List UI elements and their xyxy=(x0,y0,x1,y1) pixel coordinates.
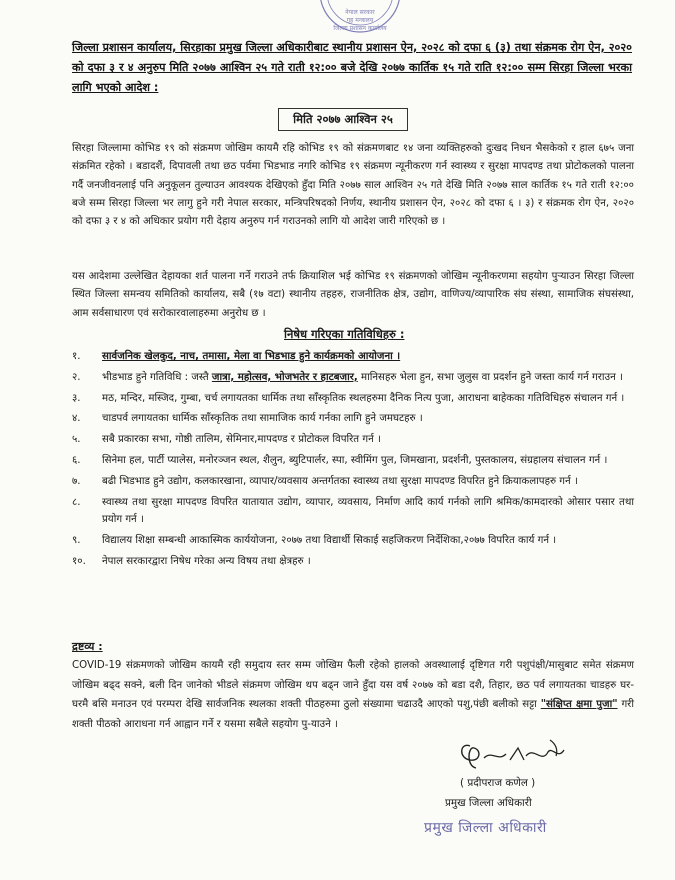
signatory-title: प्रमुख जिल्ला अधिकारी xyxy=(445,797,532,809)
note-paragraph: COVID-19 संक्रमणको जोखिम कायमै रही समुदाय स्तर सम्म जोखिम फैली रहेको हालको अवस्थालाई दृष्टिगत गरी पशुपंक्षी/मासुबाट समेत संक्रमण जोखिम बढ्द सक्ने, बली दिन जानेको भीडले संक्रमण जोखिम थप बढ्न जाने हुँदा यस वर्ष २०७७ को बडा दशै, तिहार, छठ पर्व लगायतका चाडहरु घर-घरमै बसि मनाउन एवं परम्परा देखि सार्वजनिक स्थलका शक्ती पीठहरुमा ठुलो संख्यामा चढाउदै आएको पशु,पंछी बलीको सट्टा "संक्षिप्त क्षमा पुजा" गरी शक्ती पीठको आराधना गर्न आह्वान गर्ने र यसमा सबैले सहयोग पु-याउने । xyxy=(72,660,634,730)
prohibited-activities-list xyxy=(72,348,634,574)
svg-text:नेपाल सरकार: नेपाल सरकार xyxy=(345,9,375,16)
request-paragraph: यस आदेशमा उल्लेखित देहायका शर्त पालना गर्ने गराउने तर्फ क्रियाशिल भई कोभिड १९ संक्रमणको जोखिम न्यूनीकरणमा सहयोग पुर्‍याउन सिरहा जिल्ला स्थित जिल्ला समन्वय समितिको कार्यालय, सबै (१७ वटा) स्थानीय तहहरु, राजनीतिक क्षेत्र, उद्योग, वाणिज्य/व्यापारिक संघ संस्था, सामाजिक संघसंस्था, आम सर्वसाधारण एवं सरोकारवालाहरुमा अनुरोध छ । xyxy=(72,271,634,319)
prohibited-activities-heading: निषेध गरिएका गतिविधिहरु : xyxy=(284,327,405,341)
intro-paragraph: सिरहा जिल्लामा कोभिड १९ को संक्रमण जोखिम कायमै रहि कोभिड १९ को संक्रमणबाट १४ जना व्यक्तिहरुको दुःखद निधन भैसकेको र हाल ६७५ जना संक्रमित रहेको । बडादशैं, दिपावली तथा छठ पर्वमा भिडभाड नगरि कोभिड १९ संक्रमण न्यूनीकरण गर्न स्वास्थ्य र सुरक्षा मापदण्ड तथा प्रोटोकलको पालना गर्दै जनजीवनलाई पनि अनुकूलन तुल्याउन आवश्यक देखिएको हुँदा मिति २०७७ साल आश्विन २५ गते देखि मिति २०७७ साल कार्तिक १५ गते राती १२:०० बजे सम्म सिरहा जिल्ला भर लागु हुने गरी नेपाल सरकार, मन्त्रिपरिषदको निर्णय, स्थानीय प्रशासन ऐन, २०२८ को दफा ६ । ३) र संक्रमक रोग ऐन, २०२० को दफा ३ र ४ को अधिकार प्रयोग गरी देहाय अनुरुप गर्न गराउनको लागि यो आदेश जारी गरिएको छ । xyxy=(72,143,634,228)
order-date: मिति २०७७ आश्विन २५ xyxy=(278,108,408,131)
svg-text:जिल्ला प्रशासन कार्यालय: जिल्ला प्रशासन कार्यालय xyxy=(333,25,387,32)
list-item: ८. स्वास्थ्य तथा सुरक्षा मापदण्ड विपरित यातायात उद्योग, व्यापार, व्यवसाय, निर्माण आदि कार्य गर्नको लागि श्रमिक/कामदारको ओसार पसार तथा प्रयोग गर्न । xyxy=(72,496,634,526)
handwritten-signature xyxy=(440,736,610,772)
list-item: १. सार्वजनिक खेलकुद, नाच, तमासा, मेला वा भिडभाड हुने कार्यक्रमको आयोजना । xyxy=(72,351,401,362)
svg-text:गृह मन्त्रालय: गृह मन्त्रालय xyxy=(346,17,374,24)
list-item: ६. सिनेमा हल, पार्टी प्यालेस, मनोरञ्जन स्थल, शैलुन, ब्युटिपार्लर, स्पा, स्वीमिंग पुल, जिमखाना, प्रदर्शनी, पुस्तकालय, संग्रहालय संचालन गर्न । xyxy=(72,454,608,466)
list-item: ३. मठ, मन्दिर, मस्जिद, गुम्बा, चर्च लगायतका धार्मिक तथा साँस्कृतिक स्थलहरुमा दैनिक नित्य पुजा, आराधना बाहेकका गतिविधिहरु संचालन गर्न । xyxy=(72,392,625,404)
official-seal xyxy=(300,0,420,34)
list-item: १०. नेपाल सरकारद्वारा निषेध गरेका अन्य विषय तथा क्षेत्रहरु । xyxy=(72,555,311,567)
list-item: ४. चाडपर्व लगायतका धार्मिक साँस्कृतिक तथा सामाजिक कार्य गर्नका लागि हुने जमघटहरु । xyxy=(72,413,423,425)
list-item: ५. सबै प्रकारका सभा, गोष्ठी तालिम, सेमिनार,मापदण्ड र प्रोटोकल विपरित गर्न । xyxy=(72,434,381,446)
list-item: २. भीडभाड हुने गतिविधि : जस्तै जात्रा, महोत्सव, भोजभतेर र हाटबजार, मानिसहरु भेला हुन, सभा जुलुस वा प्रदर्शन हुने जस्ता कार्य गर्न गराउन । xyxy=(72,371,623,383)
list-item: ९. विद्यालय शिक्षा सम्बन्धी आकास्मिक कार्ययोजना, २०७७ तथा विद्यार्थी सिकाई सहजिकरण निर्देशिका,२०७७ विपरित कार्य गर्न । xyxy=(72,535,557,547)
order-heading: जिल्ला प्रशासन कार्यालय, सिरहाका प्रमुख जिल्ला अधिकारीबाट स्थानीय प्रशासन ऐन, २०२८ को दफा ६ (३) तथा संक्रमक रोग ऐन, २०२० को दफा ३ र ४ अनुरुप मिति २०७७ आश्विन २५ गते राती १२:०० बजे देखि २०७७ कार्तिक १५ गते राति १२:०० सम्म सिरहा जिल्ला भरका लागि भएको आदेश : xyxy=(72,41,632,94)
signatory-name: ( प्रदीपराज कणेल ) xyxy=(460,777,536,789)
note-heading: द्रष्टव्य : xyxy=(72,640,103,653)
list-item: ७. बढी भिडभाड हुने उद्योग, कलकारखाना, व्यापार/व्यवसाय अन्तर्गतका स्वास्थ्य तथा सुरक्षा मापदण्ड विपरित हुने क्रियाकलापहरु गर्न । xyxy=(72,475,578,487)
designation-stamp: प्रमुख जिल्ला अधिकारी xyxy=(424,820,547,836)
